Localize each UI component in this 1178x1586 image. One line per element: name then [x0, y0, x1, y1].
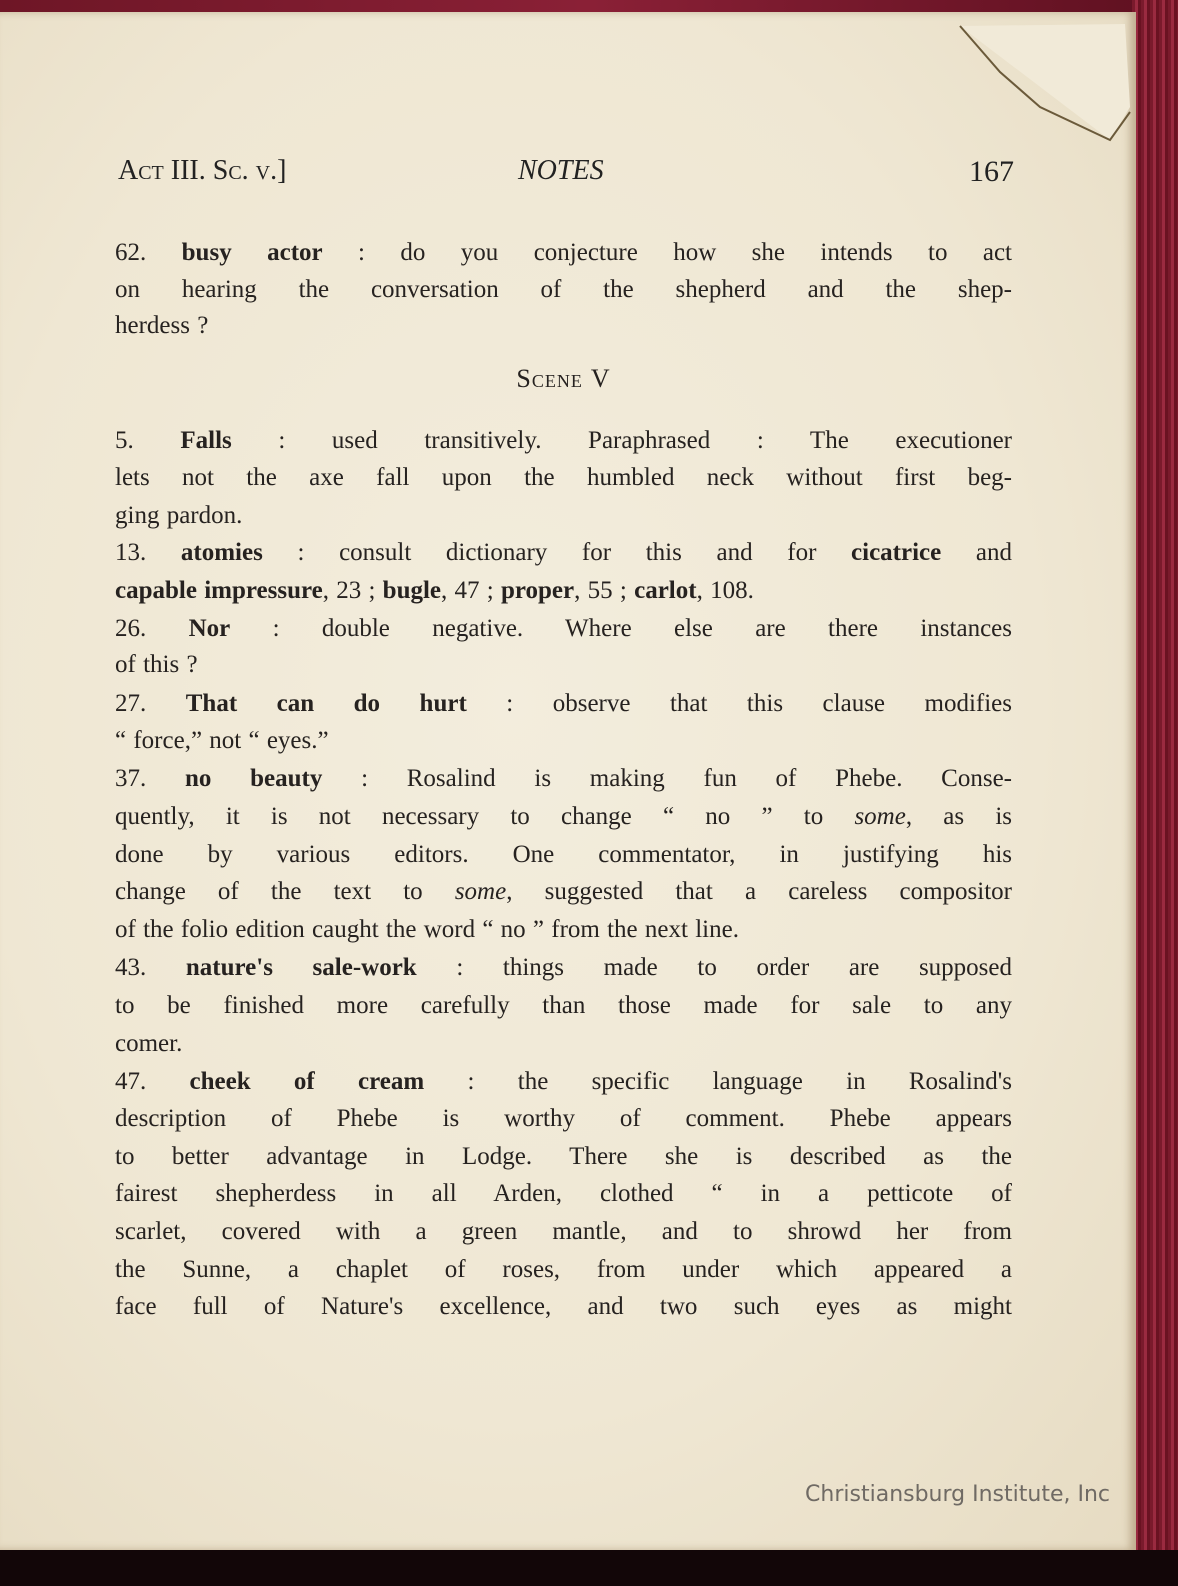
- note-term: carlot: [634, 577, 697, 604]
- text-segment: fairest shepherdess in all Arden, clothed “ in a petticote of: [115, 1180, 1012, 1207]
- text-segment: 62.: [115, 239, 182, 266]
- emphasis: some: [854, 803, 906, 830]
- text-segment: of the folio edition caught the word “ no ” from the next line.: [115, 916, 739, 943]
- note-term: atomies: [180, 539, 263, 566]
- text-line: [115, 991, 1012, 1021]
- text-line: [115, 538, 1012, 568]
- text-segment: : do you conjecture how she intends to act: [322, 239, 1012, 266]
- text-line: [115, 1255, 1012, 1285]
- text-line: [115, 238, 1012, 268]
- text-segment: 13.: [115, 539, 181, 566]
- text-line: [115, 802, 1012, 832]
- header-title: NOTES: [518, 155, 604, 186]
- note-term: no beauty: [184, 765, 323, 792]
- text-segment: , as is: [905, 803, 1013, 830]
- text-line: [115, 840, 1012, 870]
- book-cover-bottom: [0, 1550, 1178, 1586]
- text-line: [115, 953, 1012, 983]
- text-segment: : Rosalind is making fun of Phebe. Conse-: [322, 765, 1013, 792]
- text-segment: : double negative. Where else are there instances: [230, 615, 1012, 642]
- text-line: [115, 1217, 1012, 1247]
- text-segment: 47.: [115, 1068, 190, 1095]
- note-term: proper: [500, 577, 575, 604]
- text-line: [115, 501, 1012, 531]
- text-segment: : things made to order are supposed: [416, 954, 1013, 981]
- scene-heading: [115, 364, 1012, 394]
- text-line: [115, 1104, 1012, 1134]
- page-number: 167: [969, 155, 1014, 188]
- text-segment: : observe that this clause modifies: [466, 690, 1012, 717]
- text-line: [115, 877, 1012, 907]
- text-segment: change of the text to: [115, 878, 455, 905]
- text-segment: lets not the axe fall upon the humbled neck without first beg-: [115, 464, 1012, 491]
- text-segment: Scene V: [516, 364, 611, 393]
- note-term: That can do hurt: [185, 690, 467, 717]
- text-segment: comer.: [115, 1030, 183, 1057]
- text-segment: and: [941, 539, 1012, 566]
- text-line: [115, 1142, 1012, 1172]
- text-line: [115, 463, 1012, 493]
- text-segment: : consult dictionary for this and for: [262, 539, 852, 566]
- text-segment: : used transitively. Paraphrased : The executioner: [231, 427, 1012, 454]
- text-segment: 43.: [115, 954, 186, 981]
- text-line: [115, 764, 1012, 794]
- running-header: [118, 155, 1014, 191]
- text-segment: , 47 ;: [441, 577, 501, 604]
- folded-corner-icon: [0, 12, 1136, 172]
- text-segment: : the specific language in Rosalind's: [424, 1068, 1012, 1095]
- book-cover-edge: [1132, 0, 1178, 1586]
- text-line: [115, 614, 1012, 644]
- text-segment: to be finished more carefully than those made for sale to any: [115, 992, 1012, 1019]
- text-line: [115, 650, 1012, 680]
- text-segment: quently, it is not necessary to change “ no ” to: [115, 803, 855, 830]
- text-segment: on hearing the conversation of the shepherd and the shep-: [115, 276, 1012, 303]
- text-segment: “ force,” not “ eyes.”: [115, 727, 329, 754]
- text-segment: the Sunne, a chaplet of roses, from under which appeared a: [115, 1256, 1012, 1283]
- emphasis: some: [454, 878, 507, 905]
- note-term: bugle: [382, 577, 442, 604]
- text-line: [115, 689, 1012, 719]
- text-segment: to better advantage in Lodge. There she is described as the: [115, 1143, 1012, 1170]
- text-line: [115, 1067, 1012, 1097]
- text-segment: of this ?: [115, 651, 198, 678]
- text-segment: , suggested that a careless compositor: [506, 878, 1012, 905]
- text-segment: 27.: [115, 690, 186, 717]
- text-line: [115, 576, 1012, 606]
- text-segment: done by various editors. One commentator, in justifying his: [115, 841, 1012, 868]
- text-line: [115, 275, 1012, 305]
- text-segment: , 55 ;: [574, 577, 635, 604]
- text-line: [115, 1292, 1012, 1322]
- text-segment: 37.: [115, 765, 185, 792]
- text-line: [115, 311, 1012, 341]
- text-segment: , 23 ;: [322, 577, 383, 604]
- text-segment: scarlet, covered with a green mantle, and to shrowd her from: [115, 1218, 1012, 1245]
- note-term: Falls: [180, 427, 232, 454]
- text-line: [115, 915, 1012, 945]
- note-term: nature's sale-work: [185, 954, 417, 981]
- note-term: Nor: [188, 615, 231, 642]
- text-segment: herdess ?: [115, 312, 209, 339]
- text-segment: description of Phebe is worthy of comment. Phebe appears: [115, 1105, 1012, 1132]
- text-segment: 5.: [115, 427, 181, 454]
- text-line: [115, 726, 1012, 756]
- text-line: [115, 1029, 1012, 1059]
- text-line: [115, 426, 1012, 456]
- header-section: Act III. Sc. v.]: [118, 155, 287, 186]
- text-segment: 26.: [115, 615, 189, 642]
- note-term: busy actor: [181, 239, 323, 266]
- note-term: capable impressure: [115, 577, 323, 604]
- note-term: cheek of cream: [189, 1068, 425, 1095]
- watermark: Christiansburg Institute, Inc: [805, 1482, 1110, 1507]
- text-segment: , 108.: [696, 577, 754, 604]
- text-segment: ging pardon.: [115, 502, 243, 529]
- note-term: cicatrice: [851, 539, 942, 566]
- text-line: [115, 1179, 1012, 1209]
- text-segment: face full of Nature's excellence, and two such eyes as might: [115, 1293, 1012, 1320]
